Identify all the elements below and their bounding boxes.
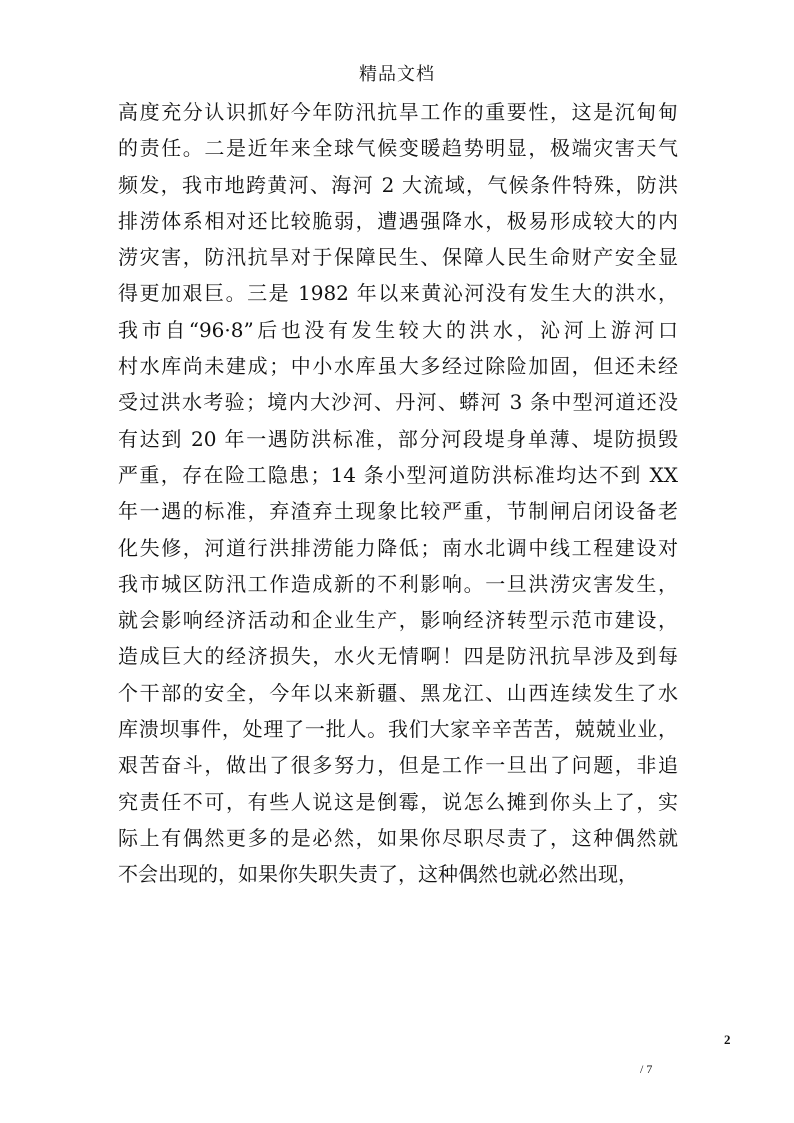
text-line: 的责任。二是近年来全球气候变暖趋势明显，极端灾害天气 <box>118 136 678 161</box>
text-line: 排涝体系相对还比较脆弱，遭遇强降水，极易形成较大的内 <box>118 208 678 233</box>
text-line: 年一遇的标准，弃渣弃土现象比较严重，节制闸启闭设备老 <box>118 499 678 524</box>
text-line: 涝灾害，防汛抗旱对于保障民生、保障人民生命财产安全显 <box>118 245 678 270</box>
text-line: 有达到 20 年一遇防洪标准，部分河段堤身单薄、堤防损毁 <box>118 426 678 451</box>
text-line: 受过洪水考验；境内大沙河、丹河、蟒河 3 条中型河道还没 <box>118 390 678 415</box>
page-header-title: 精品文档 <box>359 64 435 85</box>
text-line: 造成巨大的经济损失，水火无情啊！四是防汛抗旱涉及到每 <box>118 644 678 669</box>
page-total: / 7 <box>640 1062 653 1076</box>
document-body <box>118 94 678 893</box>
text-line: 个干部的安全，今年以来新疆、黑龙江、山西连续发生了水 <box>118 680 678 705</box>
text-line: 化失修，河道行洪排涝能力降低；南水北调中线工程建设对 <box>118 535 678 560</box>
text-line: 艰苦奋斗，做出了很多努力，但是工作一旦出了问题，非追 <box>118 753 678 778</box>
page-number: 2 <box>724 1032 731 1047</box>
text-line: 频发，我市地跨黄河、海河 2 大流域，气候条件特殊，防洪 <box>118 172 678 197</box>
text-line: 我市城区防汛工作造成新的不利影响。一旦洪涝灾害发生， <box>118 571 678 596</box>
text-line: 不会出现的，如果你失职失责了，这种偶然也就必然出现， <box>118 862 638 887</box>
text-line: 库溃坝事件，处理了一批人。我们大家辛辛苦苦，兢兢业业， <box>118 717 678 742</box>
text-line: 得更加艰巨。三是 1982 年以来黄沁河没有发生大的洪水， <box>118 281 678 306</box>
text-line: 严重，存在险工隐患；14 条小型河道防洪标准均达不到 XX <box>118 462 678 487</box>
text-line: 我市自“96·8”后也没有发生较大的洪水，沁河上游河口 <box>118 317 678 342</box>
text-line: 村水库尚未建成；中小水库虽大多经过除险加固，但还未经 <box>118 354 678 379</box>
text-line: 究责任不可，有些人说这是倒霉，说怎么摊到你头上了，实 <box>118 789 678 814</box>
text-line: 际上有偶然更多的是必然，如果你尽职尽责了，这种偶然就 <box>118 825 678 850</box>
text-line: 高度充分认识抓好今年防汛抗旱工作的重要性，这是沉甸甸 <box>118 100 678 124</box>
text-line: 就会影响经济活动和企业生产，影响经济转型示范市建设， <box>118 608 678 633</box>
